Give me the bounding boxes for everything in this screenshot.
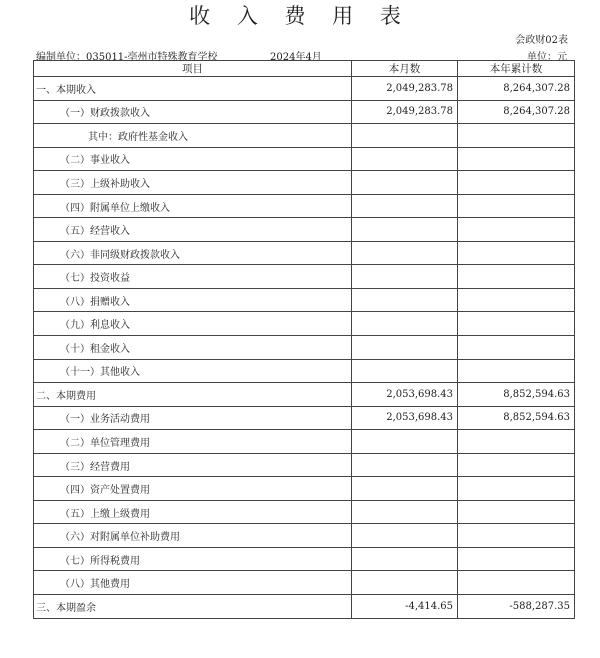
row-ytd-value	[458, 312, 575, 336]
row-item-label: （五）经营收入	[34, 218, 352, 242]
row-item-label: （四）附属单位上缴收入	[34, 194, 352, 218]
row-item-label: （一）业务活动费用	[34, 406, 352, 430]
table-row	[34, 100, 575, 124]
row-ytd-value: -588,287.35	[458, 595, 575, 619]
row-item-label: 一、本期收入	[34, 77, 352, 101]
row-month-value	[352, 171, 458, 195]
income-expense-table	[33, 60, 575, 619]
table-row	[34, 595, 575, 619]
row-item-label: （九）利息收入	[34, 312, 352, 336]
row-month-value	[352, 547, 458, 571]
row-ytd-value	[458, 218, 575, 242]
row-ytd-value: 8,852,594.63	[458, 383, 575, 407]
table-row	[34, 430, 575, 454]
column-header-ytd: 本年累计数	[458, 61, 575, 77]
row-item-label: 三、本期盈余	[34, 595, 352, 619]
table-row	[34, 383, 575, 407]
column-header-item: 项目	[34, 61, 352, 77]
row-ytd-value	[458, 194, 575, 218]
row-ytd-value	[458, 359, 575, 383]
currency-unit: 单位：元	[527, 52, 567, 63]
row-month-value	[352, 218, 458, 242]
row-month-value: 2,053,698.43	[352, 406, 458, 430]
table-row	[34, 477, 575, 501]
row-month-value	[352, 265, 458, 289]
table-row	[34, 218, 575, 242]
row-month-value	[352, 241, 458, 265]
row-ytd-value	[458, 171, 575, 195]
table-row	[34, 241, 575, 265]
table-row	[34, 453, 575, 477]
table-header-row	[34, 61, 575, 77]
table-row	[34, 500, 575, 524]
row-ytd-value	[458, 336, 575, 360]
row-item-label: （八）其他费用	[34, 571, 352, 595]
table-body	[34, 77, 575, 619]
row-ytd-value: 8,264,307.28	[458, 100, 575, 124]
row-ytd-value	[458, 288, 575, 312]
row-month-value: 2,049,283.78	[352, 77, 458, 101]
row-month-value	[352, 524, 458, 548]
row-month-value	[352, 477, 458, 501]
row-item-label: （三）经营费用	[34, 453, 352, 477]
row-item-label: （六）非同级财政拨款收入	[34, 241, 352, 265]
form-code: 会政财02表	[515, 35, 568, 46]
report-title: 收 入 费 用 表	[189, 4, 411, 28]
row-item-label: （一）财政拨款收入	[34, 100, 352, 124]
row-item-label: （十）租金收入	[34, 336, 352, 360]
column-header-month: 本月数	[352, 61, 458, 77]
row-ytd-value	[458, 477, 575, 501]
table-row	[34, 406, 575, 430]
row-ytd-value	[458, 430, 575, 454]
table-row	[34, 336, 575, 360]
row-month-value	[352, 336, 458, 360]
row-month-value	[352, 288, 458, 312]
row-ytd-value	[458, 265, 575, 289]
table-row	[34, 359, 575, 383]
row-ytd-value: 8,264,307.28	[458, 77, 575, 101]
row-item-label: （三）上级补助收入	[34, 171, 352, 195]
row-month-value: -4,414.65	[352, 595, 458, 619]
table-row	[34, 124, 575, 148]
row-ytd-value	[458, 500, 575, 524]
row-ytd-value	[458, 241, 575, 265]
reporting-unit: 编制单位：035011-亳州市特殊教育学校	[36, 52, 218, 63]
row-ytd-value	[458, 571, 575, 595]
row-item-label: （十一）其他收入	[34, 359, 352, 383]
table-row	[34, 312, 575, 336]
row-month-value	[352, 147, 458, 171]
row-ytd-value	[458, 147, 575, 171]
row-month-value	[352, 571, 458, 595]
row-month-value	[352, 359, 458, 383]
table-row	[34, 171, 575, 195]
row-item-label: 其中：政府性基金收入	[34, 124, 352, 148]
row-month-value: 2,049,283.78	[352, 100, 458, 124]
row-ytd-value	[458, 524, 575, 548]
table-row	[34, 147, 575, 171]
row-ytd-value	[458, 453, 575, 477]
row-item-label: （五）上缴上级费用	[34, 500, 352, 524]
row-ytd-value	[458, 124, 575, 148]
row-month-value	[352, 312, 458, 336]
row-month-value	[352, 453, 458, 477]
row-item-label: （六）对附属单位补助费用	[34, 524, 352, 548]
table-row	[34, 288, 575, 312]
row-item-label: （七）所得税费用	[34, 547, 352, 571]
report-period: 2024年4月	[270, 52, 322, 63]
row-item-label: （八）捐赠收入	[34, 288, 352, 312]
row-month-value	[352, 124, 458, 148]
row-item-label: （二）单位管理费用	[34, 430, 352, 454]
row-ytd-value	[458, 547, 575, 571]
table-row	[34, 194, 575, 218]
table-row	[34, 547, 575, 571]
row-month-value	[352, 500, 458, 524]
row-month-value: 2,053,698.43	[352, 383, 458, 407]
table-row	[34, 77, 575, 101]
row-month-value	[352, 430, 458, 454]
row-ytd-value: 8,852,594.63	[458, 406, 575, 430]
table-row	[34, 524, 575, 548]
row-item-label: （七）投资收益	[34, 265, 352, 289]
row-item-label: （二）事业收入	[34, 147, 352, 171]
table-row	[34, 571, 575, 595]
row-item-label: （四）资产处置费用	[34, 477, 352, 501]
row-month-value	[352, 194, 458, 218]
row-item-label: 二、本期费用	[34, 383, 352, 407]
table-row	[34, 265, 575, 289]
